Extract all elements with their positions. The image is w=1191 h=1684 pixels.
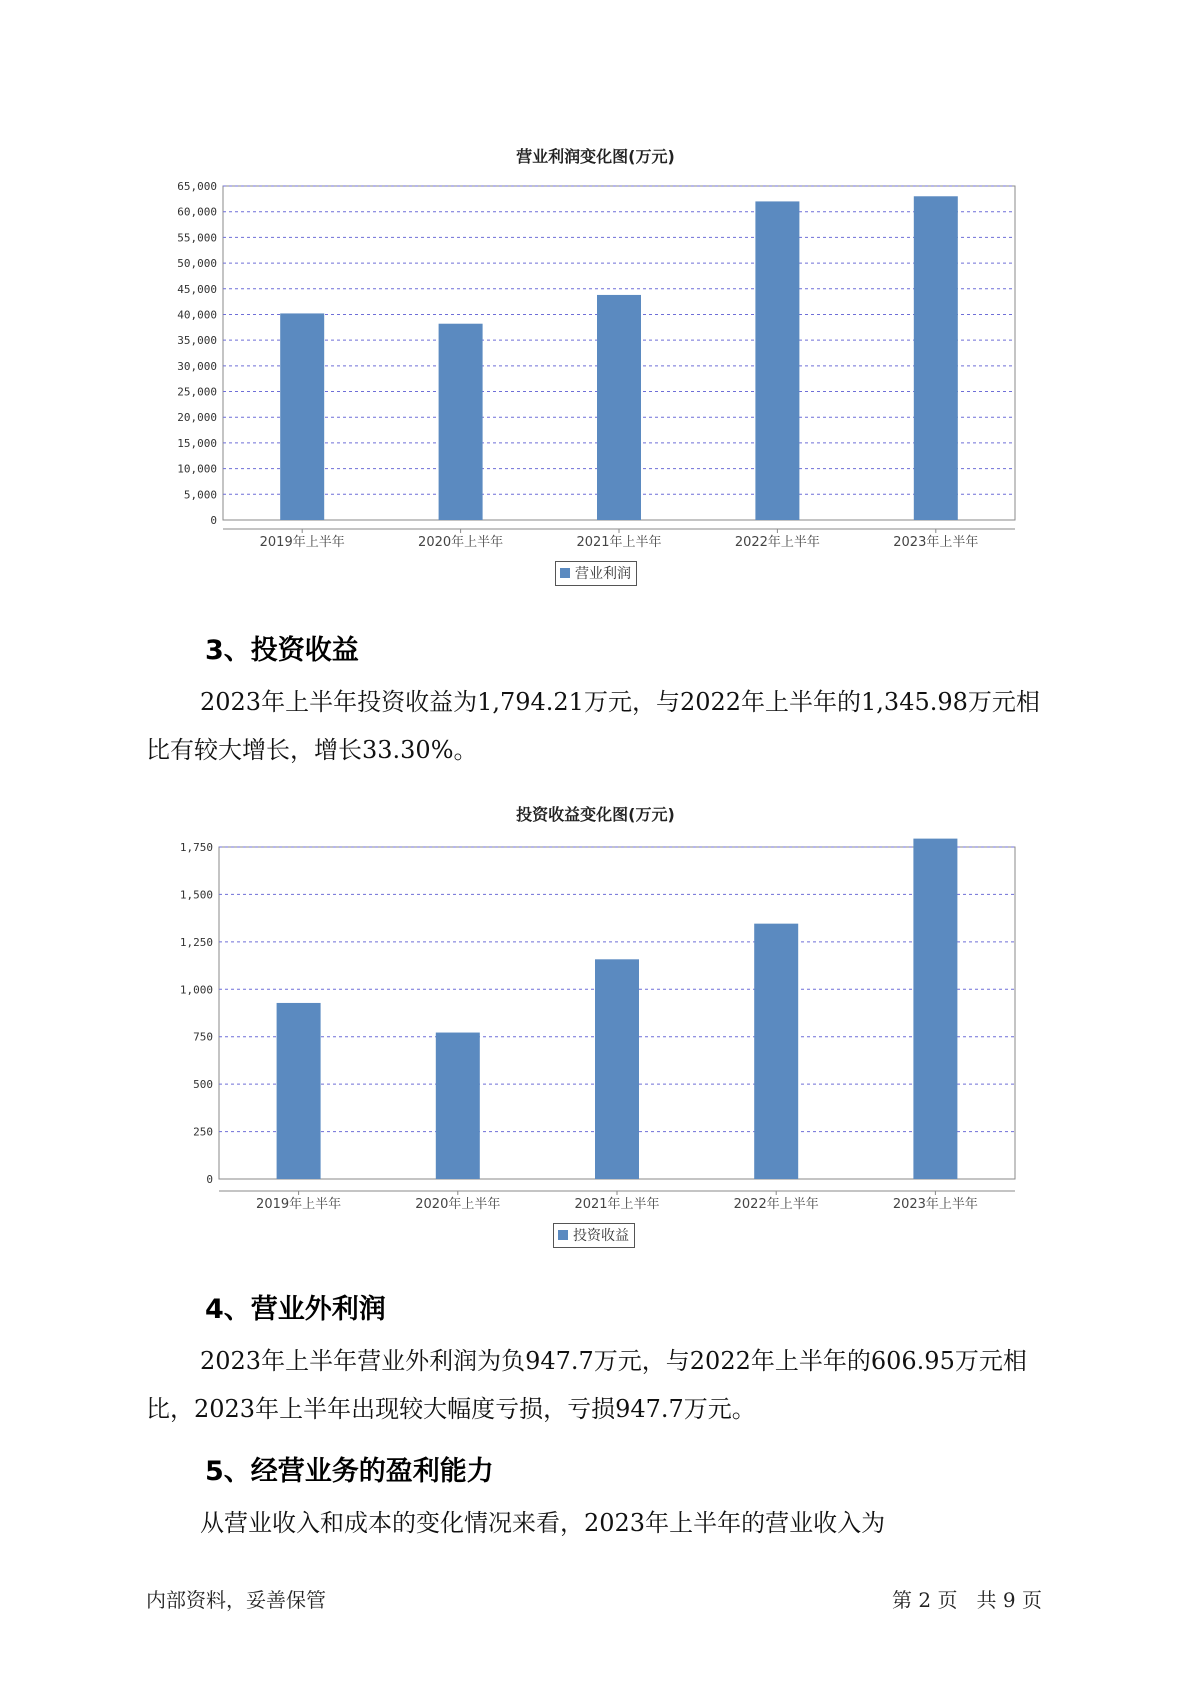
footer-confidential-note: 内部资料，妥善保管 bbox=[146, 1588, 326, 1612]
chart2-bar bbox=[595, 959, 639, 1179]
chart2-legend bbox=[553, 1223, 635, 1248]
section-3-heading: 3、投资收益 bbox=[205, 635, 359, 666]
chart1-xtick-label: 2022年上半年 bbox=[734, 535, 820, 550]
chart1-ytick-label: 25,000 bbox=[177, 385, 217, 399]
section-3-paragraph: 2023年上半年投资收益为1,794.21万元，与2022年上半年的1,345.98万元相比有较大增长，增长33.30%。 bbox=[146, 688, 1040, 764]
section-5-paragraph: 从营业收入和成本的变化情况来看，2023年上半年的营业收入为 bbox=[200, 1509, 886, 1537]
chart1-ytick-label: 65,000 bbox=[177, 180, 217, 193]
chart1-legend-label: 营业利润 bbox=[575, 566, 631, 582]
chart1-ytick-label: 60,000 bbox=[177, 205, 217, 219]
chart1-ytick-label: 15,000 bbox=[177, 436, 217, 450]
chart1-xtick-label: 2023年上半年 bbox=[893, 535, 979, 550]
section-5-heading: 5、经营业务的盈利能力 bbox=[205, 1456, 494, 1487]
chart2-ytick-label: 250 bbox=[193, 1125, 213, 1139]
chart2-ytick-label: 500 bbox=[193, 1078, 213, 1092]
chart2-ytick-label: 750 bbox=[193, 1030, 213, 1044]
chart1-ytick-label: 55,000 bbox=[177, 231, 217, 245]
chart2-xtick-label: 2021年上半年 bbox=[574, 1197, 660, 1212]
chart1-ytick-label: 45,000 bbox=[177, 282, 217, 296]
chart1-ytick-label: 40,000 bbox=[177, 308, 217, 322]
section-4-paragraph: 2023年上半年营业外利润为负947.7万元，与2022年上半年的606.95万元相比，2023年上半年出现较大幅度亏损，亏损947.7万元。 bbox=[146, 1347, 1027, 1423]
chart1-ytick-label: 5,000 bbox=[183, 488, 217, 502]
footer-page-number: 第 2 页 共 9 页 bbox=[892, 1588, 1042, 1612]
chart1-ytick-label: 20,000 bbox=[177, 411, 217, 425]
chart1-xtick-label: 2021年上半年 bbox=[576, 535, 662, 550]
chart1-ytick-label: 50,000 bbox=[177, 257, 217, 271]
chart1-title: 营业利润变化图(万元) bbox=[516, 147, 675, 166]
chart2-ytick-label: 1,750 bbox=[179, 841, 213, 854]
chart2-legend-label: 投资收益 bbox=[573, 1228, 629, 1244]
chart2-xtick-label: 2023年上半年 bbox=[892, 1197, 978, 1212]
chart2-bar bbox=[436, 1033, 480, 1179]
chart1-xtick-label: 2020年上半年 bbox=[418, 535, 504, 550]
chart2-ytick-label: 0 bbox=[206, 1173, 213, 1186]
chart2-title: 投资收益变化图(万元) bbox=[516, 805, 675, 824]
chart2-bar bbox=[754, 924, 798, 1179]
chart1-ytick-label: 0 bbox=[210, 514, 217, 527]
chart1-xtick-label: 2019年上半年 bbox=[259, 535, 345, 550]
chart2-ytick-label: 1,000 bbox=[179, 983, 213, 997]
chart2-ytick-label: 1,500 bbox=[179, 888, 213, 902]
chart1-ytick-label: 10,000 bbox=[177, 462, 217, 476]
section-4-heading: 4、营业外利润 bbox=[205, 1294, 386, 1325]
chart1-ytick-label: 30,000 bbox=[177, 359, 217, 373]
chart2-xtick-label: 2022年上半年 bbox=[733, 1197, 819, 1212]
chart2-xtick-label: 2019年上半年 bbox=[256, 1197, 342, 1212]
chart1-ytick-label: 35,000 bbox=[177, 334, 217, 348]
chart2-bar bbox=[277, 1003, 321, 1179]
chart2-bar bbox=[913, 839, 957, 1179]
legend-swatch-icon bbox=[558, 1230, 568, 1240]
chart2-ytick-label: 1,250 bbox=[179, 935, 213, 949]
chart2-xtick-label: 2020年上半年 bbox=[415, 1197, 501, 1212]
